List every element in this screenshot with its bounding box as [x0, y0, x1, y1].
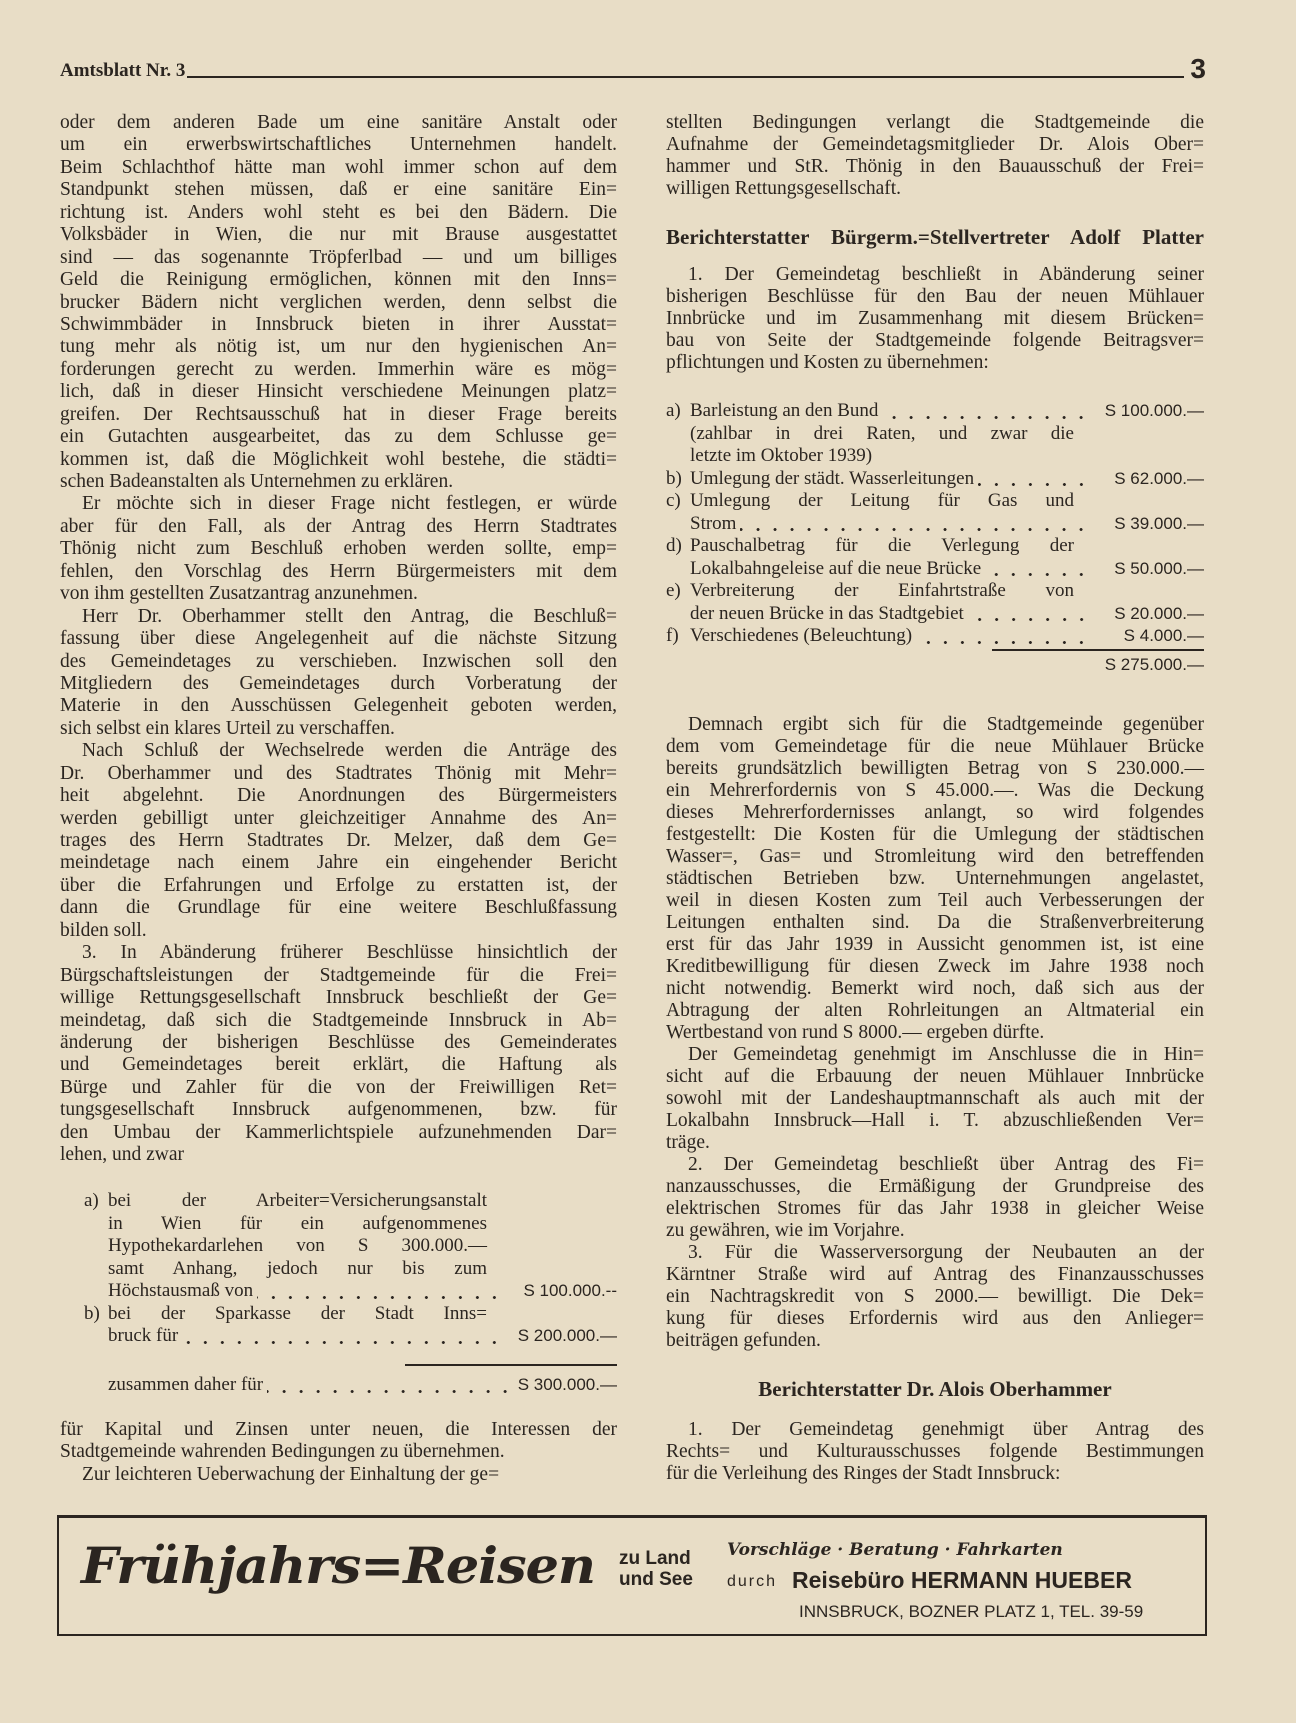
text-line: lich, daß in dieser Hinsicht verschiedene Meinungen platz= — [60, 381, 617, 403]
item-text: Lokalbahngeleise auf die neue Brücke — [690, 557, 982, 579]
text-line: nicht notwendig. Bemerkt wird noch, daß sich aus der — [666, 978, 1204, 999]
text-line: hammer und StR. Thönig in den Bauausschuß der Frei= — [666, 156, 1204, 177]
item-letter: d) — [666, 535, 682, 556]
text-line: zu gewähren, wie im Vorjahre. — [666, 1220, 905, 1241]
total-amount: S 300.000.— — [517, 1375, 617, 1394]
ad-address: INNSBRUCK, BOZNER PLATZ 1, TEL. 39-59 — [799, 1602, 1144, 1621]
text-line: Bürge und Zahler für die von der Freiwilligen Ret= — [60, 1076, 617, 1098]
item-text: samt Anhang, jedoch nur bis zum — [108, 1257, 487, 1279]
item-amount: S 200.000.— — [517, 1326, 617, 1345]
text-line: bilden soll. — [60, 919, 147, 941]
text-line: ein Gutachten ausgearbeitet, das zu dem Schlusse ge= — [60, 426, 617, 448]
amount-spacer — [487, 1235, 617, 1258]
list-item — [84, 1303, 617, 1348]
text-line: bau von Seite der Stadtgemeinde folgende Beitragsver= — [666, 330, 1204, 351]
text-line: des Gemeindetages zu verschieben. Inzwischen soll den — [60, 650, 617, 672]
journal-title: Amtsblatt Nr. 3 — [60, 60, 186, 81]
text-line: ein Nachtragskredit von S 2000.— bewilligt. Die Dek= — [666, 1286, 1204, 1307]
text-line: Leitungen enthalten sind. Da die Straßenverbreiterung — [666, 912, 1204, 933]
dot-leader — [978, 483, 1090, 486]
text-line: Standpunkt stehen müssen, daß er eine sanitäre Ein= — [60, 179, 617, 201]
text-line: werden gebilligt unter gleichzeitiger Annahme des An= — [60, 807, 617, 829]
text-line: heit abgelehnt. Die Anordnungen des Bürgermeisters — [60, 785, 617, 807]
text-line: von ihm gestellten Zusatzantrag anzunehmen. — [60, 583, 418, 605]
text-line: sowohl mit der Landeshauptmannschaft als auch mit der — [666, 1088, 1204, 1109]
list-item — [666, 580, 1204, 625]
text-line: weil in diesen Kosten zum Teil auch Verbesserungen der — [666, 890, 1204, 911]
text-line: elektrischen Stromes für das Jahr 1938 in gleicher Weise — [666, 1198, 1204, 1219]
item-line — [108, 1190, 617, 1213]
item-text: bruck für — [108, 1325, 179, 1346]
paragraph — [60, 740, 617, 942]
text-line: Nach Schluß der Wechselrede werden die Anträge des — [82, 740, 617, 762]
text-line: 3. In Abänderung früherer Beschlüsse hinsichtlich der — [82, 942, 617, 964]
header-rule — [187, 76, 1184, 78]
running-header — [60, 53, 1206, 84]
item-body — [690, 580, 1204, 625]
text-line: Herr Dr. Oberhammer stellt den Antrag, die Beschluß= — [82, 605, 617, 627]
ad-firm: Reisebüro HERMANN HUEBER — [792, 1567, 1132, 1593]
text-line: bereits grundsätzlich bewilligten Betrag von S 230.000.— — [666, 758, 1204, 779]
ad-subline — [619, 1548, 693, 1590]
item-text: bei der Arbeiter=Versicherungsanstalt — [108, 1190, 487, 1211]
item-text: Barleistung an den Bund — [690, 400, 879, 421]
text-line: kung für dieses Erfordernis wird aus den Anlieger= — [666, 1308, 1204, 1329]
text-line: willige Rettungsgesellschaft Innsbruck beschließt der Ge= — [60, 987, 617, 1009]
text-line: fassung über diese Angelegenheit auf die nächste Sitzung — [60, 628, 617, 650]
text-line: Er möchte sich in dieser Frage nicht festlegen, er würde — [82, 493, 617, 515]
text-line: träge. — [666, 1132, 710, 1153]
item-line — [108, 1280, 617, 1303]
list-item — [666, 625, 1204, 648]
text-line: dieses Mehrerfordernisses anlangt, so wird folgendes — [666, 802, 1204, 823]
amount-spacer — [1074, 490, 1204, 513]
item-amount: S 39.000.— — [1114, 513, 1204, 533]
list-item — [666, 468, 1204, 491]
amount-spacer — [872, 445, 1002, 468]
text-line: greifen. Der Rechtsausschuß hat in dieser Frage bereits — [60, 403, 617, 425]
text-line: richtung ist. Anders wohl steht es bei den Bädern. Die — [60, 201, 617, 223]
paragraph — [666, 1419, 1204, 1485]
item-line — [108, 1303, 617, 1326]
item-amount: S 100.000.-- — [523, 1281, 617, 1300]
text-line: Lokalbahn Innsbruck—Hall i. T. abzuschließenden Ver= — [666, 1110, 1204, 1131]
paragraph — [60, 606, 617, 741]
text-line: meindetag, daß sich die Stadtgemeinde Innsbruck in Ab= — [60, 1009, 617, 1031]
amount-spacer — [1074, 423, 1204, 446]
right-item-1 — [666, 264, 1204, 374]
text-line: forderungen gerecht zu werden. Immerhin wäre es mög= — [60, 358, 617, 380]
ad-headline: Frühjahrs=Reisen — [81, 1536, 596, 1595]
text-line: um ein erwerbswirtschaftliches Unternehmen handelt. — [60, 134, 617, 156]
item-text: Pauschalbetrag für die Verlegung der — [690, 535, 1074, 556]
text-line: festgestellt: Die Kosten für die Umlegung der städtischen — [666, 824, 1204, 845]
right-column-text — [666, 714, 1204, 1352]
item-line — [690, 558, 1204, 581]
text-line: über die Erfahrungen und Erfolge zu erstatten ist, der — [60, 874, 617, 896]
ad-durch: durch — [727, 1573, 778, 1590]
right-item-ring — [666, 1419, 1204, 1485]
item-text: Strom — [690, 512, 737, 534]
right-column-intro — [666, 112, 1204, 200]
text-line: dann die Grundlage für eine weitere Beschlußfassung — [60, 897, 617, 919]
text-line: schen Badeanstalten als Unternehmen zu erklären. — [60, 471, 454, 492]
item-amount: S 62.000.— — [1114, 468, 1204, 488]
text-line: dem vom Gemeindetage für die neue Mühlauer Brücke — [666, 736, 1204, 757]
item-text: (zahlbar in drei Raten, und zwar die — [690, 422, 1074, 444]
text-line: tungsgesellschaft Innsbruck aufgenommenen, bzw. für — [60, 1099, 617, 1121]
text-line: Materie in den Ausschüssen Gelegenheit geboten werden, — [60, 695, 617, 717]
item-amount: S 20.000.— — [1114, 603, 1204, 623]
item-text: letzte im Oktober 1939) — [690, 445, 873, 466]
text-line: Der Gemeindetag genehmigt im Anschlusse die in Hin= — [688, 1044, 1204, 1065]
item-line — [690, 603, 1204, 626]
item-letter: a) — [666, 400, 681, 421]
text-line: Wasser=, Gas= und Stromleitung wird den betreffenden — [666, 846, 1204, 867]
item-text: Umlegung der Leitung für Gas und — [690, 490, 1074, 511]
item-text: Umlegung der städt. Wasserleitungen — [690, 467, 975, 489]
paragraph — [60, 1464, 617, 1486]
paragraph — [666, 1242, 1204, 1352]
paragraph — [666, 264, 1204, 374]
item-line — [690, 400, 1204, 423]
paragraph — [60, 1419, 617, 1464]
item-amount: S 4.000.— — [1123, 626, 1204, 645]
item-line — [690, 468, 1204, 491]
ad-subline-1: zu Land — [619, 1548, 691, 1569]
text-line: erst für das Jahr 1939 in Aussicht genommen ist, ist eine — [666, 934, 1204, 955]
text-line: Aufnahme der Gemeindetagsmitglieder Dr. Alois Ober= — [666, 134, 1204, 155]
text-line: lehen, und zwar — [60, 1144, 184, 1166]
item-body — [108, 1303, 617, 1348]
left-total-row — [108, 1374, 617, 1397]
text-line: meindetage nach einem Jahre ein eingehender Bericht — [60, 852, 617, 874]
item-line — [108, 1213, 617, 1236]
text-line: änderung der bisherigen Beschlüsse des Gemeinderates — [60, 1031, 617, 1053]
paragraph — [666, 1044, 1204, 1154]
text-line: Zur leichteren Ueberwachung der Einhaltung der ge= — [82, 1463, 500, 1485]
left-column-text-end — [60, 1419, 617, 1486]
text-line: Demnach ergibt sich für die Stadtgemeinde gegenüber — [688, 714, 1204, 735]
item-body — [690, 490, 1204, 535]
dot-leader — [882, 416, 1090, 419]
amount-spacer — [1074, 535, 1204, 558]
paragraph — [60, 493, 617, 605]
item-letter: e) — [666, 580, 681, 601]
dot-leader — [182, 1341, 503, 1344]
amount-spacer — [487, 1303, 617, 1326]
text-line: Stadtgemeinde wahrenden Bedingungen zu übernehmen. — [60, 1441, 505, 1463]
list-item — [84, 1190, 617, 1303]
item-text: Hypothekardarlehen von S 300.000.— — [108, 1235, 487, 1256]
text-line: oder dem anderen Bade um eine sanitäre Anstalt oder — [60, 112, 617, 133]
text-line: 1. Der Gemeindetag genehmigt über Antrag des — [688, 1419, 1204, 1440]
item-text: in Wien für ein aufgenommenes — [108, 1212, 487, 1234]
text-line: Bürgschaftsleistungen der Stadtgemeinde für die Frei= — [60, 964, 617, 986]
item-letter: b) — [84, 1302, 100, 1324]
paragraph — [666, 1154, 1204, 1242]
text-line: trages des Herrn Stadtrates Dr. Melzer, daß dem Ge= — [60, 830, 617, 851]
ad-services: Vorschläge · Beratung · Fahrkarten — [727, 1540, 1063, 1560]
text-line: sind — das sogenannte Tröpferlbad — und um billiges — [60, 246, 617, 268]
text-line: bisherigen Beschlüsse für den Bau der neuen Mühlauer — [666, 286, 1204, 307]
text-line: 1. Der Gemeindetag beschließt in Abänderung seiner — [688, 264, 1204, 285]
text-line: den Umbau der Kammerlichtspiele aufzunehmenden Dar= — [60, 1121, 617, 1143]
item-body — [690, 400, 1204, 468]
dot-leader — [985, 573, 1090, 576]
dot-leader — [257, 1296, 503, 1299]
text-line: und Gemeindetages bereit erklärt, die Haftung als — [60, 1054, 617, 1076]
text-line: kommen ist, daß die Möglichkeit wohl bestehe, die städti= — [60, 448, 617, 470]
bridge-cost-total — [666, 654, 1204, 677]
paragraph — [60, 942, 617, 1166]
text-line: willigen Rettungsgesellschaft. — [666, 178, 902, 199]
total-label: zusammen daher für — [108, 1374, 264, 1395]
text-line: pflichtungen und Kosten zu übernehmen: — [666, 352, 989, 373]
section-heading-platter: Berichterstatter Bürgerm.=Stellvertreter Adolf Platter — [666, 225, 1204, 249]
text-line: Beim Schlachthof hätte man wohl immer schon auf dem — [60, 156, 617, 178]
paragraph — [60, 112, 617, 493]
text-line: stellten Bedingungen verlangt die Stadtgemeinde die — [666, 112, 1204, 133]
text-line: tung mehr als nötig ist, um nur den hygienischen An= — [60, 336, 617, 358]
text-line: fehlen, den Vorschlag des Herrn Bürgermeisters mit dem — [60, 560, 617, 582]
text-line: 3. Für die Wasserversorgung der Neubauten an der — [688, 1242, 1204, 1263]
dot-leader — [740, 528, 1090, 531]
item-letter: c) — [666, 490, 681, 511]
text-line: Volksbäder in Wien, die nur mit Brause ausgestattet — [60, 224, 617, 246]
sum-rule — [405, 1364, 617, 1366]
item-line — [690, 445, 1204, 468]
item-line — [690, 423, 1204, 446]
text-line: sicht auf die Erbauung der neuen Mühlauer Innbrücke — [666, 1066, 1204, 1087]
text-line: 2. Der Gemeindetag beschließt über Antrag des Fi= — [688, 1154, 1204, 1175]
dot-leader — [968, 618, 1090, 621]
item-text: Verbreiterung der Einfahrtstraße von — [690, 580, 1074, 601]
left-column-text — [60, 112, 617, 1167]
paragraph — [666, 714, 1204, 1044]
item-line — [690, 513, 1204, 536]
list-item — [666, 535, 1204, 580]
text-line: für die Verleihung des Ringes der Stadt Innsbruck: — [666, 1463, 1061, 1484]
text-line: ein Mehrerfordernis von S 45.000.—. Was die Deckung — [666, 780, 1204, 801]
text-line: Wertbestand von rund S 8000.— ergeben dürfte. — [666, 1022, 1045, 1043]
item-text: bei der Sparkasse der Stadt Inns= — [108, 1302, 487, 1324]
bridge-cost-list — [666, 400, 1204, 648]
text-line: Kärntner Straße wird auf Antrag des Finanzausschusses — [666, 1264, 1204, 1285]
item-line — [690, 625, 1204, 648]
text-line: Abtragung der alten Rohrleitungen an Altmaterial ein — [666, 1000, 1204, 1021]
text-line: sich selbst ein klares Urteil zu verschaffen. — [60, 717, 395, 739]
section-heading-oberhammer: Berichterstatter Dr. Alois Oberhammer — [758, 1377, 1112, 1401]
left-guarantee-list — [84, 1190, 617, 1348]
text-line: beiträgen gefunden. — [666, 1330, 821, 1351]
item-text: Höchstausmaß von — [108, 1280, 254, 1301]
text-line: Schwimmbäder in Innsbruck bieten in ihrer Ausstat= — [60, 313, 617, 335]
item-amount: S 50.000.— — [1114, 558, 1204, 578]
amount-spacer — [487, 1190, 617, 1213]
text-line: nanzausschusses, die Ermäßigung der Grundpreise des — [666, 1176, 1204, 1197]
text-line: Mitgliedern des Gemeindetages durch Vorberatung der — [60, 672, 617, 694]
amount-spacer — [487, 1258, 617, 1281]
text-line: brucker Bädern nicht verglichen werden, denn selbst die — [60, 291, 617, 313]
ad-subline-2: und See — [619, 1569, 693, 1590]
list-item — [666, 490, 1204, 535]
item-body — [690, 468, 1204, 491]
sum-rule — [992, 649, 1204, 651]
item-line — [690, 535, 1204, 558]
amount-spacer — [487, 1213, 617, 1236]
item-letter: a) — [84, 1190, 99, 1211]
list-item — [666, 400, 1204, 468]
item-line — [690, 490, 1204, 513]
text-line: Dr. Oberhammer und des Stadtrates Thönig mit Mehr= — [60, 762, 617, 784]
item-line — [108, 1258, 617, 1281]
dot-leader — [916, 641, 1090, 644]
item-body — [690, 535, 1204, 580]
amount-spacer — [1074, 580, 1204, 603]
text-line: aber für den Fall, als der Antrag des Herrn Stadtrates — [60, 515, 617, 537]
item-letter: f) — [666, 625, 679, 646]
page-number: 3 — [1190, 53, 1206, 84]
item-amount: S 100.000.— — [1104, 401, 1204, 420]
item-body — [690, 625, 1204, 648]
item-letter: b) — [666, 467, 682, 489]
text-line: Innbrücke und im Zusammenhang mit diesem Brücken= — [666, 308, 1204, 329]
item-line — [108, 1325, 617, 1348]
text-line: für Kapital und Zinsen unter neuen, die Interessen der — [60, 1419, 617, 1440]
advertisement — [57, 1515, 1207, 1636]
text-line: Geld die Reinigung ermöglichen, können mit den Inns= — [60, 269, 617, 291]
dot-leader — [267, 1390, 514, 1393]
text-line: Thönig nicht zum Beschluß erhoben werden sollte, emp= — [60, 538, 617, 560]
total-amount: S 275.000.— — [1104, 655, 1204, 674]
item-text: Verschiedenes (Beleuchtung) — [690, 625, 913, 646]
item-line — [108, 1235, 617, 1258]
item-body — [108, 1190, 617, 1303]
item-line — [690, 580, 1204, 603]
text-line: städtischen Betrieben bzw. Unternehmungen angelastet, — [666, 868, 1204, 889]
paragraph — [666, 112, 1204, 200]
item-text: der neuen Brücke in das Stadtgebiet — [690, 602, 964, 624]
text-line: Kreditbewilligung für diesen Zweck im Jahre 1938 noch — [666, 956, 1204, 977]
text-line: Rechts= und Kulturausschusses folgende Bestimmungen — [666, 1441, 1204, 1462]
